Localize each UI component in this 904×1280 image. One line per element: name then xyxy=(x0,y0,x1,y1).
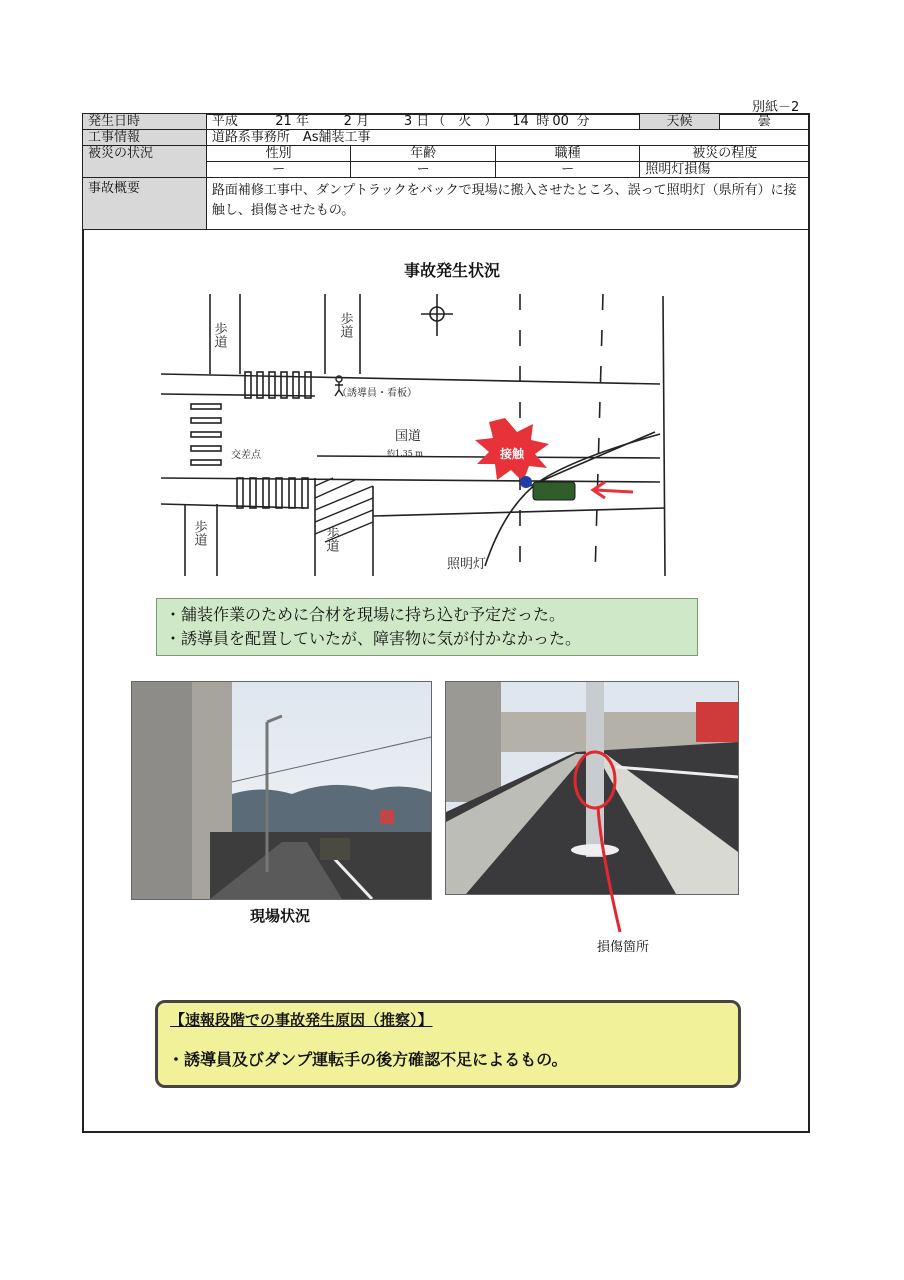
note-line-2: ・誘導員を配置していたが、障害物に気が付かなかった。 xyxy=(165,629,582,648)
header-table xyxy=(82,113,810,230)
label-light: 照明灯 xyxy=(447,557,487,572)
label-width: 約1.35 m xyxy=(387,449,423,458)
val-sex: ー xyxy=(206,162,351,178)
cause-box xyxy=(155,1000,741,1088)
date-label: 発生日時 xyxy=(83,114,207,130)
val-job: ー xyxy=(495,162,640,178)
site-photo-caption: 現場状況 xyxy=(250,907,311,925)
weather-value: 曇 xyxy=(719,114,809,130)
damage-photo-caption: 損傷箇所 xyxy=(597,940,650,955)
light-pole-dot xyxy=(520,476,532,488)
note-line-1: ・舗装作業のために合材を現場に持ち込む予定だった。 xyxy=(165,605,566,624)
col-sex: 性別 xyxy=(206,146,351,162)
date-value: 平成 21 年 2 月 3 日 （ 火 ） 14 時 00 分 xyxy=(206,114,640,130)
label-sidewalk-3: 歩道 xyxy=(191,520,207,546)
label-sidewalk-1: 歩道 xyxy=(211,322,227,348)
site-photo xyxy=(131,681,432,900)
label-sidewalk-2: 歩道 xyxy=(337,312,353,338)
summary-label: 事故概要 xyxy=(83,178,207,230)
col-job: 職種 xyxy=(495,146,640,162)
cause-notes xyxy=(156,598,698,656)
work-value: 道路系事務所 As舗装工事 xyxy=(206,130,809,146)
col-age: 年齢 xyxy=(351,146,496,162)
label-intersection: 交差点 xyxy=(231,450,261,461)
val-degree: 照明灯損傷 xyxy=(640,162,810,178)
sheet-label: 別紙－2 xyxy=(752,100,800,115)
weather-label: 天候 xyxy=(640,114,719,130)
label-guide: （誘導員・看板） xyxy=(337,388,417,399)
contact-label: 接触 xyxy=(499,447,525,461)
accident-diagram xyxy=(155,286,675,586)
cause-text: ・誘導員及びダンプ運転手の後方確認不足によるもの。 xyxy=(168,1050,568,1069)
damage-pointer-line xyxy=(590,806,630,936)
diagram-title: 事故発生状況 xyxy=(403,261,500,280)
col-degree: 被災の程度 xyxy=(640,146,810,162)
dump-truck-icon xyxy=(533,482,575,500)
label-sidewalk-4: 歩道 xyxy=(323,526,339,552)
cause-title: 【速報段階での事故発生原因（推察）】 xyxy=(170,1011,433,1029)
direction-arrow-icon xyxy=(593,482,633,498)
work-label: 工事情報 xyxy=(83,130,207,146)
summary-value: 路面補修工事中、ダンプトラックをバックで現場に搬入させたところ、誤って照明灯（県所有）に接 触し、損傷させたもの。 xyxy=(206,178,809,230)
label-national-road: 国道 xyxy=(395,429,422,444)
damage-label: 被災の状況 xyxy=(83,146,207,178)
val-age: ー xyxy=(351,162,496,178)
